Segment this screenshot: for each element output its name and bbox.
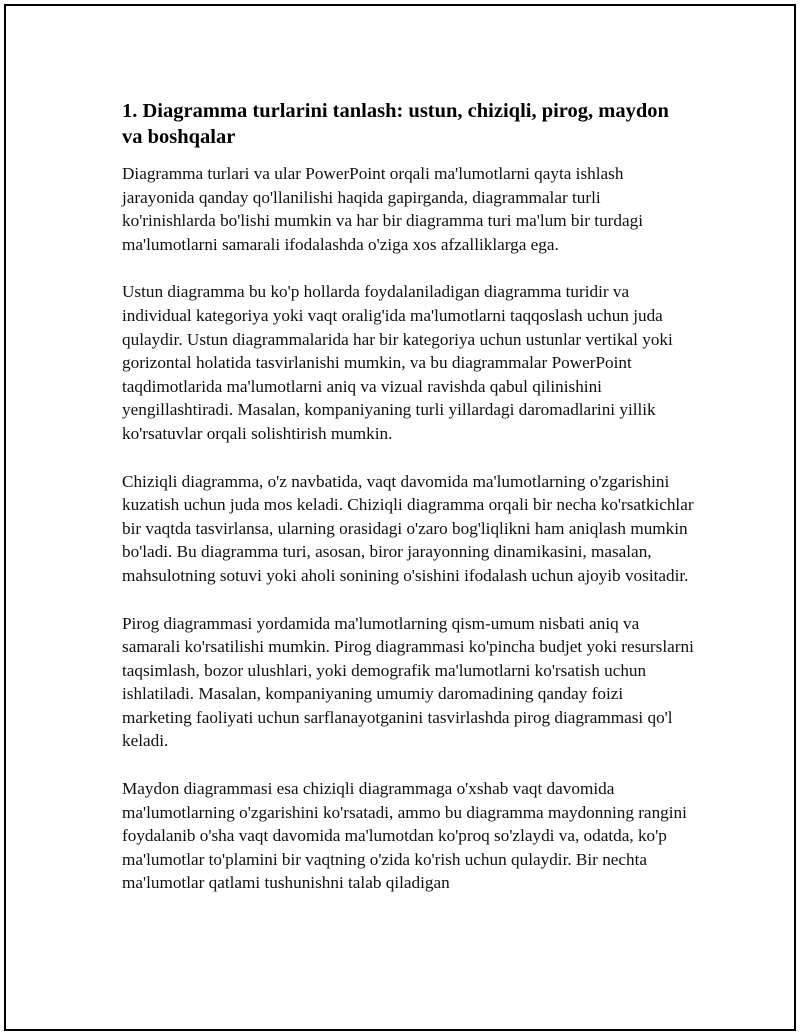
paragraph-line-chart: Chiziqli diagramma, o'z navbatida, vaqt davomida ma'lumotlarning o'zgarishini kuzatish uchun juda mos keladi. Chiziqli diagramma orqali bir necha ko'rsatkichlar bir vaqtda tasvirlansa, ularning orasidagi o'zaro bog'liqlikni ham aniqlash mumkin bo'ladi. Bu diagramma turi, asosan, biror jarayonning dinamikasini, masalan, mahsulotning sotuvi yoki aholi sonining o'sishini ifodalash uchun ajoyib vositadir. bbox=[122, 471, 694, 585]
paragraph-column-chart: Ustun diagramma bu ko'p hollarda foydalaniladigan diagramma turidir va individual kategoriya yoki vaqt oralig'ida ma'lumotlarni taqqoslash uchun juda qulaydir. Ustun diagrammalarida har bir kategoriya uchun ustunlar vertikal yoki gorizontal holatida tasvirlanishi mumkin, va bu diagrammalar PowerPoint taqdimotlarida ma'lumotlarni aniq va vizual ravishda qabul qilinishini yengillashtiradi. Masalan, kompaniyaning turli yillardagi daromadlarini yillik ko'rsatuvlar orqali solishtirish mumkin. bbox=[122, 282, 673, 443]
paragraph-area-chart: Maydon diagrammasi esa chiziqli diagrammaga o'xshab vaqt davomida ma'lumotlarning o'zgarishini ko'rsatadi, ammo bu diagramma maydonning rangini foydalanib o'sha vaqt davomida ma'lumotdan ko'proq so'zlaydi va, odatda, ko'p ma'lumotlar to'plamini bir vaqtning o'zida ko'rish uchun qulaydir. Bir nechta ma'lumotlar qatlami tushunishni talab qiladigan bbox=[122, 779, 687, 893]
page-frame bbox=[4, 4, 796, 1031]
paragraph-pie-chart: Pirog diagrammasi yordamida ma'lumotlarning qism-umum nisbati aniq va samarali ko'rsatilishi mumkin. Pirog diagrammasi ko'pincha budjet yoki resurslarni taqsimlash, bozor ulushlari, yoki demografik ma'lumotlarni ko'rsatish uchun ishlatiladi. Masalan, kompaniyaning umumiy daromadining qanday foizi marketing faoliyati uchun sarflanayotganini tasvirlashda pirog diagrammasi qo'l keladi. bbox=[122, 613, 694, 751]
paragraph-intro: Diagramma turlari va ular PowerPoint orqali ma'lumotlarni qayta ishlash jarayonida qanday qo'llanilishi haqida gapirganda, diagrammalar turli ko'rinishlarda bo'lishi mumkin va har bir diagramma turi ma'lum bir turdagi ma'lumotlarni samarali ifodalashda o'ziga xos afzalliklarga ega. bbox=[122, 164, 643, 254]
section-heading: 1. Diagramma turlarini tanlash: ustun, chiziqli, pirog, maydon va boshqalar bbox=[122, 100, 669, 148]
document-body bbox=[122, 98, 694, 919]
